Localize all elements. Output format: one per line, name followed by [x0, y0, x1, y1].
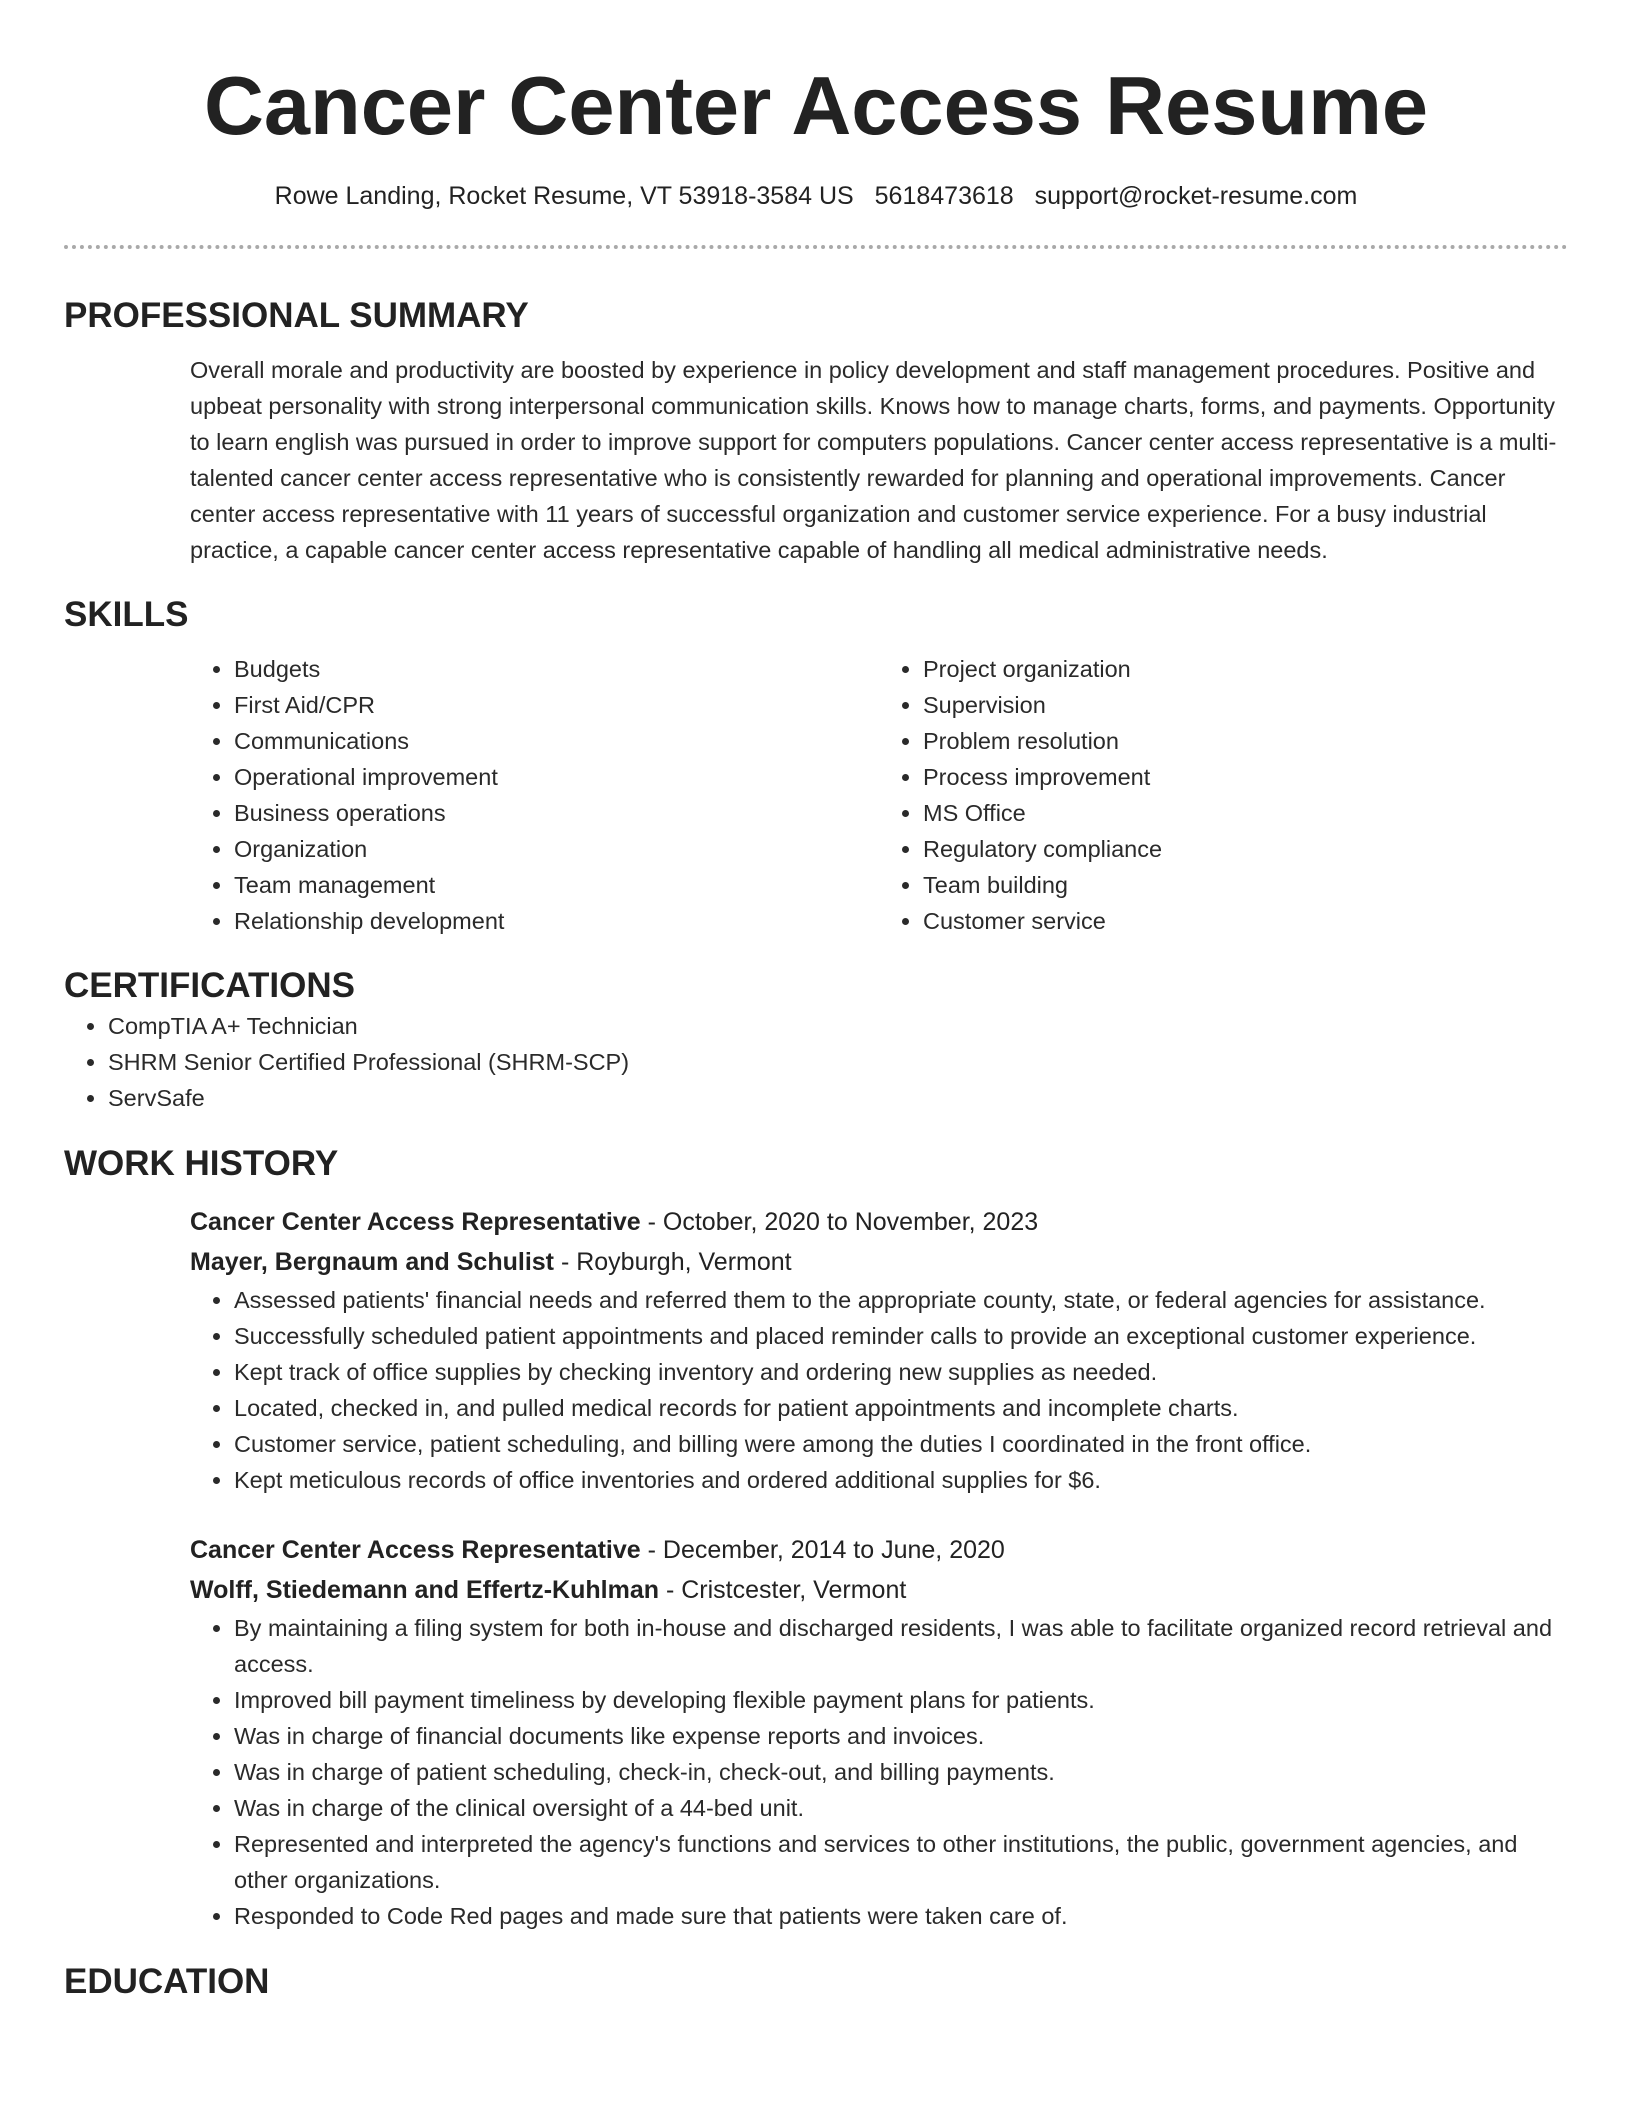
contact-email: support@rocket-resume.com	[1034, 182, 1358, 210]
job-duty: • Located, checked in, and pulled medical records for patient appointments and incomplete charts.	[234, 1390, 1568, 1426]
job-duty: • Was in charge of the clinical oversight of a 44-bed unit.	[234, 1790, 1568, 1826]
skill-item: • Process improvement	[923, 759, 1568, 795]
resume-title: Cancer Center Access Resume	[203, 59, 1429, 152]
job-company-line	[190, 1570, 1568, 1610]
contact-phone: 5618473618	[874, 182, 1014, 210]
job-title-line	[190, 1202, 1568, 1242]
job-dates: - October, 2020 to November, 2023	[640, 1208, 1039, 1236]
job-duty: • Was in charge of patient scheduling, check-in, check-out, and billing payments.	[234, 1754, 1568, 1790]
education-heading: EDUCATION	[64, 1962, 270, 2001]
skill-item: • Team management	[234, 867, 879, 903]
certifications-heading: CERTIFICATIONS	[64, 966, 356, 1005]
job-duty: • Assessed patients' financial needs and referred them to the appropriate county, state, or federal agencies for assistance.	[234, 1282, 1568, 1318]
job-company-line	[190, 1242, 1568, 1282]
skill-item: • Operational improvement	[234, 759, 879, 795]
job-location: - Cristcester, Vermont	[659, 1576, 907, 1604]
certification-item: • CompTIA A+ Technician	[108, 1008, 1568, 1044]
skills-grid	[190, 651, 1568, 939]
summary-heading: PROFESSIONAL SUMMARY	[64, 296, 529, 335]
job-dates: - December, 2014 to June, 2020	[640, 1536, 1005, 1564]
skill-item: • Communications	[234, 723, 879, 759]
job-entry	[190, 1202, 1568, 1498]
summary-text: Overall morale and productivity are boosted by experience in policy development and staff management procedures. Positive and upbeat personality with strong interpersonal communication skills. Knows how to manage charts, forms, and payments. Opportunity to learn english was pursued in order to improve support for computers populations. Cancer center access representative is a multi-talented cancer center access representative who is consistently rewarded for planning and operational improvements. Cancer center access representative with 11 years of successful organization and customer service experience. For a busy industrial practice, a capable cancer center access representative capable of handling all medical administrative needs.	[190, 357, 1557, 563]
job-duty: • Responded to Code Red pages and made sure that patients were taken care of.	[234, 1898, 1568, 1934]
job-duties-list	[190, 1282, 1568, 1498]
job-duty: • Was in charge of financial documents like expense reports and invoices.	[234, 1718, 1568, 1754]
skill-item: • Customer service	[923, 903, 1568, 939]
skills-list-right	[879, 651, 1568, 939]
job-title-line	[190, 1530, 1568, 1570]
skills-heading: SKILLS	[64, 595, 189, 634]
job-duty: • Successfully scheduled patient appointments and placed reminder calls to provide an exceptional customer experience.	[234, 1318, 1568, 1354]
certification-item: • SHRM Senior Certified Professional (SHRM-SCP)	[108, 1044, 1568, 1080]
skill-item: • Regulatory compliance	[923, 831, 1568, 867]
skill-item: • First Aid/CPR	[234, 687, 879, 723]
skill-item: • Budgets	[234, 651, 879, 687]
skill-item: • Problem resolution	[923, 723, 1568, 759]
job-title: Cancer Center Access Representative	[190, 1536, 641, 1564]
job-duty: • Improved bill payment timeliness by developing flexible payment plans for patients.	[234, 1682, 1568, 1718]
job-company: Wolff, Stiedemann and Effertz-Kuhlman	[190, 1576, 659, 1604]
skill-item: • MS Office	[923, 795, 1568, 831]
job-duty: • Kept track of office supplies by checking inventory and ordering new supplies as needed.	[234, 1354, 1568, 1390]
skill-item: • Relationship development	[234, 903, 879, 939]
contact-line	[64, 180, 1568, 212]
job-duties-list	[190, 1610, 1568, 1934]
skill-item: • Business operations	[234, 795, 879, 831]
job-location: - Royburgh, Vermont	[554, 1248, 792, 1276]
skill-item: • Project organization	[923, 651, 1568, 687]
job-duty: • Represented and interpreted the agency's functions and services to other institutions, the public, government agencies, and other organizations.	[234, 1826, 1568, 1898]
skill-item: • Organization	[234, 831, 879, 867]
job-entry	[190, 1530, 1568, 1934]
contact-address: Rowe Landing, Rocket Resume, VT 53918-3584 US	[274, 182, 854, 210]
job-duty: • By maintaining a filing system for both in-house and discharged residents, I was able to facilitate organized record retrieval and access.	[234, 1610, 1568, 1682]
job-title: Cancer Center Access Representative	[190, 1208, 641, 1236]
header-divider	[64, 245, 1568, 249]
job-duty: • Kept meticulous records of office inventories and ordered additional supplies for $6.	[234, 1462, 1568, 1498]
skill-item: • Team building	[923, 867, 1568, 903]
skills-list-left	[190, 651, 879, 939]
work-history-heading: WORK HISTORY	[64, 1144, 339, 1183]
skill-item: • Supervision	[923, 687, 1568, 723]
certification-item: • ServSafe	[108, 1080, 1568, 1116]
job-duty: • Customer service, patient scheduling, and billing were among the duties I coordinated in the front office.	[234, 1426, 1568, 1462]
job-company: Mayer, Bergnaum and Schulist	[190, 1248, 554, 1276]
certifications-list	[64, 1008, 1568, 1116]
